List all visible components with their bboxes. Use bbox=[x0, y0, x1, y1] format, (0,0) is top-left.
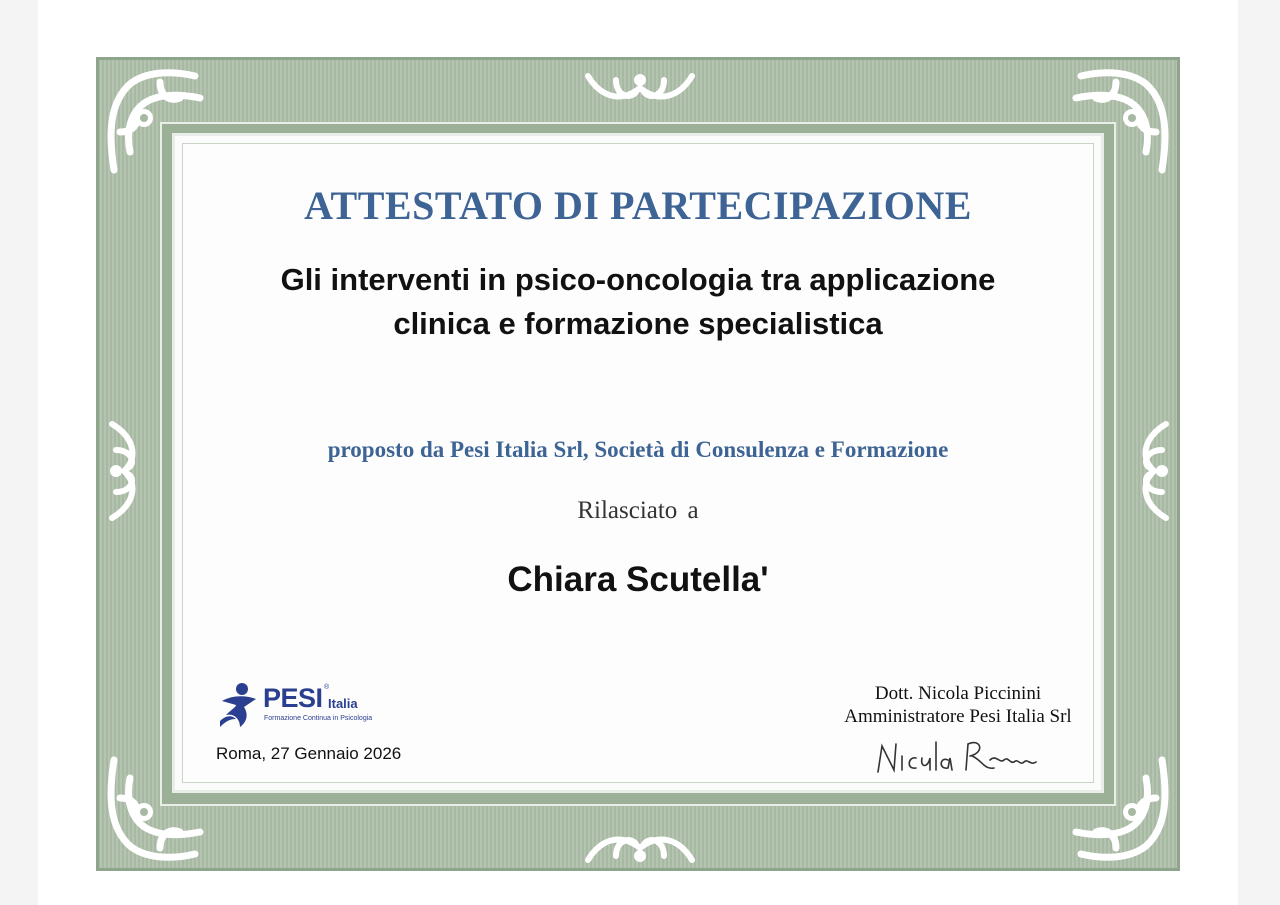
corner-ornament-bottom-right bbox=[1056, 748, 1176, 868]
pesi-figure-icon bbox=[218, 681, 260, 734]
pesi-italia-logo bbox=[218, 681, 388, 731]
course-title-line-1: Gli interventi in psico-oncologia tra applicazione bbox=[280, 262, 996, 297]
logo-tagline: Formazione Continua in Psicologia bbox=[264, 715, 373, 722]
recipient-name: Chiara Scutella' bbox=[507, 560, 769, 599]
edge-ornament-right bbox=[1128, 416, 1176, 526]
logo-registered-mark: ® bbox=[324, 684, 330, 691]
course-title bbox=[182, 258, 1094, 346]
corner-ornament-top-right bbox=[1056, 62, 1176, 182]
issued-to-label: Rilasciato a bbox=[577, 497, 699, 524]
edge-ornament-top bbox=[580, 66, 700, 114]
place-and-date: Roma, 27 Gennaio 2026 bbox=[216, 744, 402, 763]
edge-ornament-left bbox=[102, 416, 150, 526]
course-title-line-2: clinica e formazione specialistica bbox=[393, 306, 883, 341]
signer-name: Dott. Nicola Piccinini bbox=[874, 683, 1042, 704]
certificate-title: ATTESTATO DI PARTECIPAZIONE bbox=[304, 183, 972, 228]
logo-wordmark: PESI bbox=[263, 683, 323, 713]
corner-ornament-top-left bbox=[100, 62, 220, 182]
edge-ornament-bottom bbox=[580, 822, 700, 870]
provider-line: proposto da Pesi Italia Srl, Società di Consulenza e Formazione bbox=[327, 437, 949, 462]
logo-italia: Italia bbox=[328, 696, 358, 711]
signer-role: Amministratore Pesi Italia Srl bbox=[844, 706, 1072, 727]
handwritten-signature bbox=[872, 734, 1042, 785]
corner-ornament-bottom-left bbox=[100, 748, 220, 868]
